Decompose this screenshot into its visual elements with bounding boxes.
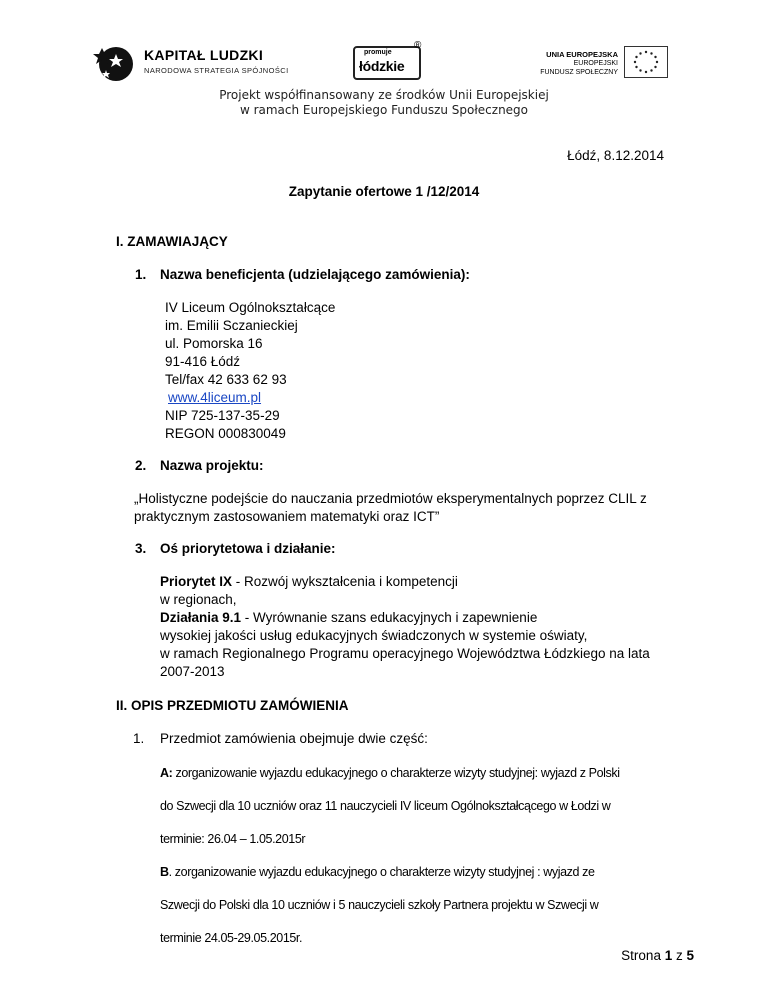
project-name-line1: „Holistyczne podejście do nauczania przedmiotów eksperymentalnych poprzez CLIL z (134, 491, 647, 506)
document-date: Łódź, 8.12.2014 (567, 148, 664, 163)
part-b-line3: terminie 24.05-29.05.2015r. (160, 931, 303, 945)
priority-rest: - Rozwój wykształcenia i kompetencji (232, 574, 458, 589)
priority-line1 (160, 573, 458, 591)
priority-line2: w regionach, (160, 592, 237, 607)
current-page: 1 (664, 948, 673, 963)
document-title: Zapytanie ofertowe 1 /12/2014 (288, 184, 480, 199)
item-number: 3. (135, 541, 147, 556)
part-b-line2: Szwecji do Polski dla 10 uczniów i 5 nauczycieli szkoły Partnera projektu w Szwecji w (160, 898, 599, 912)
part-a-line3: terminie: 26.04 – 1.05.2015r (160, 832, 306, 846)
header-line1: Projekt współfinansowany ze środków Unii Europejskiej (219, 88, 549, 102)
project-name-label: Nazwa projektu: (160, 458, 264, 473)
action-bold: Działania 9.1 (160, 610, 242, 625)
eu-label-line3: FUNDUSZ SPOŁECZNY (540, 69, 618, 76)
part-b-text: . zorganizowanie wyjazdu edukacyjnego o charakterze wizyty studyjnej : wyjazd ze (168, 865, 595, 879)
part-b-line1 (160, 863, 595, 881)
regon-line: REGON 000830049 (165, 426, 286, 441)
page-prefix: Strona (621, 948, 665, 963)
registered-mark: ® (414, 40, 422, 51)
project-name-line2: praktycznym zastosowaniem matematyki oraz ICT” (134, 509, 440, 524)
total-pages: 5 (686, 948, 694, 963)
priority-axis-label: Oś priorytetowa i działanie: (160, 541, 336, 556)
header-line2: w ramach Europejskiego Funduszu Społecznego (239, 103, 529, 117)
kapital-ludzki-subtitle: NARODOWA STRATEGIA SPÓJNOŚCI (144, 66, 289, 75)
part-a-line2: do Szwecji dla 10 uczniów oraz 11 nauczycieli IV liceum Ogólnokształcącego w Łodzi w (160, 799, 611, 813)
eu-label-line2: EUROPEJSKI (573, 60, 618, 67)
nip-line: NIP 725-137-35-29 (165, 408, 280, 423)
beneficiary-label: Nazwa beneficjenta (udzielającego zamówienia): (160, 267, 470, 282)
address-line: im. Emilii Sczanieckiej (165, 318, 298, 333)
promuje-label: promuje (364, 49, 392, 56)
item-number: 1. (133, 731, 145, 746)
part-a-line1 (160, 764, 620, 782)
part-a-label: A: (160, 766, 173, 780)
section2-heading: II. OPIS PRZEDMIOTU ZAMÓWIENIA (116, 698, 349, 713)
action-rest: - Wyrównanie szans edukacyjnych i zapewnienie (241, 610, 538, 625)
kapital-ludzki-title: KAPITAŁ LUDZKI (144, 47, 264, 63)
item-number: 2. (135, 458, 147, 473)
subject-intro: Przedmiot zamówienia obejmuje dwie część: (160, 731, 428, 746)
page-number (621, 948, 694, 963)
action-line3: w ramach Regionalnego Programu operacyjnego Województwa Łódzkiego na lata (160, 646, 650, 661)
section1-heading: I. ZAMAWIAJĄCY (116, 234, 228, 249)
action-line2: wysokiej jakości usług edukacyjnych świadczonych w systemie oświaty, (160, 628, 588, 643)
address-line: IV Liceum Ogólnokształcące (165, 300, 336, 315)
action-line4: 2007-2013 (160, 664, 225, 679)
part-b-label: B (160, 865, 169, 879)
eu-label-line1: UNIA EUROPEJSKA (546, 50, 618, 59)
lodzkie-label: łódzkie (359, 58, 405, 74)
action-line1 (160, 609, 537, 627)
page-sep: z (672, 948, 687, 963)
eu-flag-icon (624, 46, 668, 78)
kapital-ludzki-logo-icon (92, 40, 142, 86)
address-line: Tel/fax 42 633 62 93 (165, 372, 287, 387)
item-number: 1. (135, 267, 147, 282)
part-a-text: zorganizowanie wyjazdu edukacyjnego o charakterze wizyty studyjnej: wyjazd z Polski (172, 766, 620, 780)
website-link[interactable]: www.4liceum.pl (168, 390, 262, 405)
address-line: 91-416 Łódź (165, 354, 241, 369)
address-line: ul. Pomorska 16 (165, 336, 263, 351)
priority-bold: Priorytet IX (160, 574, 233, 589)
